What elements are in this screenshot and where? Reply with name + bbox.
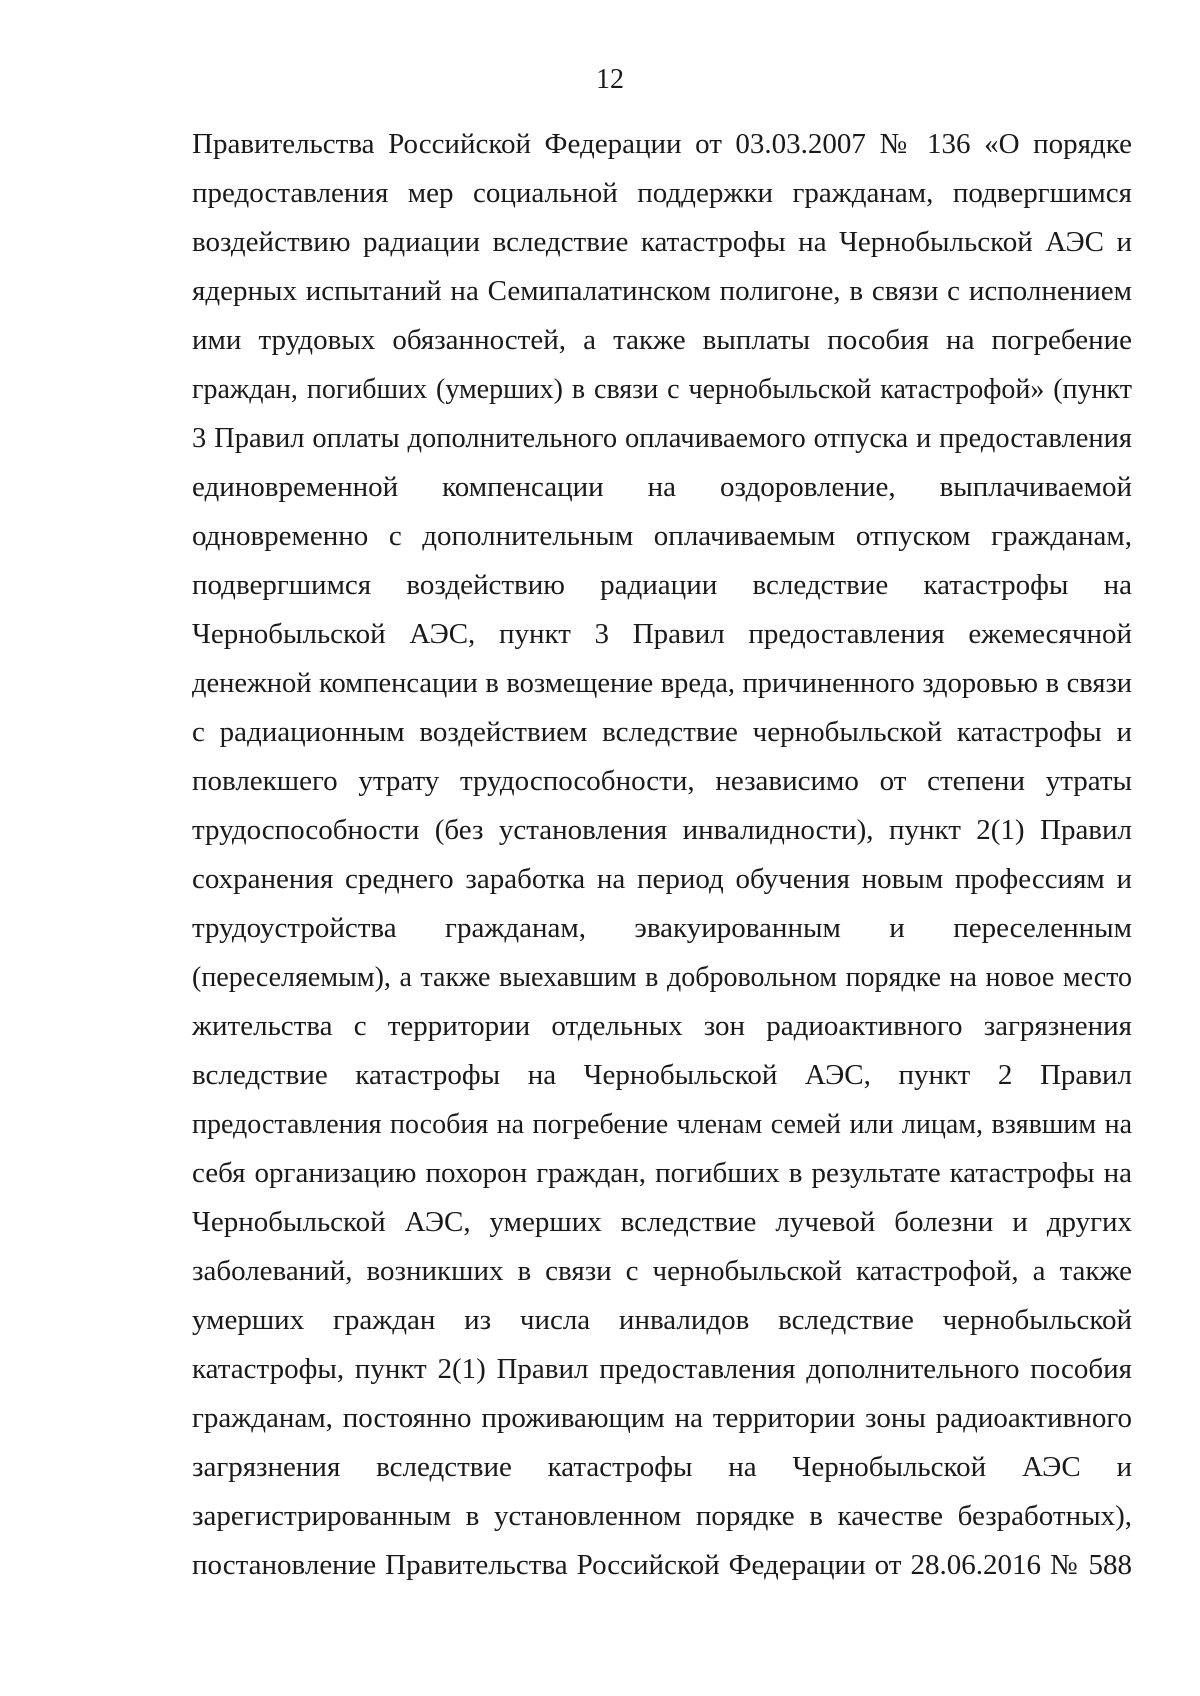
text-line: повлекшего утрату трудоспособности, независимо от степени утраты bbox=[192, 765, 1132, 797]
text-line: заболеваний, возникших в связи с чернобыльской катастрофой, а также bbox=[192, 1255, 1132, 1287]
text-line: жительства с территории отдельных зон радиоактивного загрязнения bbox=[192, 1010, 1132, 1042]
text-line: предоставления мер социальной поддержки гражданам, подвергшимся bbox=[192, 177, 1132, 209]
page-number: 12 bbox=[596, 64, 624, 95]
text-line: постановление Правительства Российской Федерации от 28.06.2016 № 588 bbox=[192, 1549, 1132, 1581]
text-line: граждан, погибших (умерших) в связи с чернобыльской катастрофой» (пункт bbox=[192, 374, 1132, 405]
text-line: вследствие катастрофы на Чернобыльской АЭС, пункт 2 Правил bbox=[192, 1059, 1132, 1091]
text-line: себя организацию похорон граждан, погибших в результате катастрофы на bbox=[192, 1157, 1132, 1189]
text-line: ими трудовых обязанностей, а также выплаты пособия на погребение bbox=[192, 324, 1132, 356]
body-text bbox=[192, 120, 1132, 1590]
text-line: зарегистрированным в установленном порядке в качестве безработных), bbox=[192, 1500, 1132, 1532]
text-line: единовременной компенсации на оздоровление, выплачиваемой bbox=[192, 471, 1132, 503]
text-line: катастрофы, пункт 2(1) Правил предоставления дополнительного пособия bbox=[192, 1353, 1132, 1385]
text-line: одновременно с дополнительным оплачиваемым отпуском гражданам, bbox=[192, 520, 1132, 552]
text-line: Правительства Российской Федерации от 03.03.2007 № 136 «О порядке bbox=[192, 128, 1132, 160]
text-line: подвергшимся воздействию радиации вследствие катастрофы на bbox=[192, 569, 1132, 601]
text-line: ядерных испытаний на Семипалатинском полигоне, в связи с исполнением bbox=[192, 275, 1132, 307]
text-line: 3 Правил оплаты дополнительного оплачиваемого отпуска и предоставления bbox=[192, 423, 1132, 454]
text-line: воздействию радиации вследствие катастрофы на Чернобыльской АЭС и bbox=[192, 226, 1132, 258]
text-line: (переселяемым), а также выехавшим в добровольном порядке на новое место bbox=[192, 962, 1132, 993]
text-line: трудоспособности (без установления инвалидности), пункт 2(1) Правил bbox=[192, 814, 1132, 846]
text-line: загрязнения вследствие катастрофы на Чернобыльской АЭС и bbox=[192, 1451, 1132, 1483]
text-line: сохранения среднего заработка на период обучения новым профессиям и bbox=[192, 863, 1132, 895]
text-line: с радиационным воздействием вследствие чернобыльской катастрофы и bbox=[192, 716, 1132, 748]
text-line: Чернобыльской АЭС, умерших вследствие лучевой болезни и других bbox=[192, 1206, 1132, 1238]
text-line: предоставления пособия на погребение членам семей или лицам, взявшим на bbox=[192, 1109, 1132, 1140]
text-line: Чернобыльской АЭС, пункт 3 Правил предоставления ежемесячной bbox=[192, 618, 1132, 650]
text-line: гражданам, постоянно проживающим на территории зоны радиоактивного bbox=[192, 1402, 1132, 1434]
text-line: умерших граждан из числа инвалидов вследствие чернобыльской bbox=[192, 1304, 1132, 1336]
text-line: денежной компенсации в возмещение вреда, причиненного здоровью в связи bbox=[192, 668, 1132, 699]
text-line: трудоустройства гражданам, эвакуированным и переселенным bbox=[192, 912, 1132, 944]
